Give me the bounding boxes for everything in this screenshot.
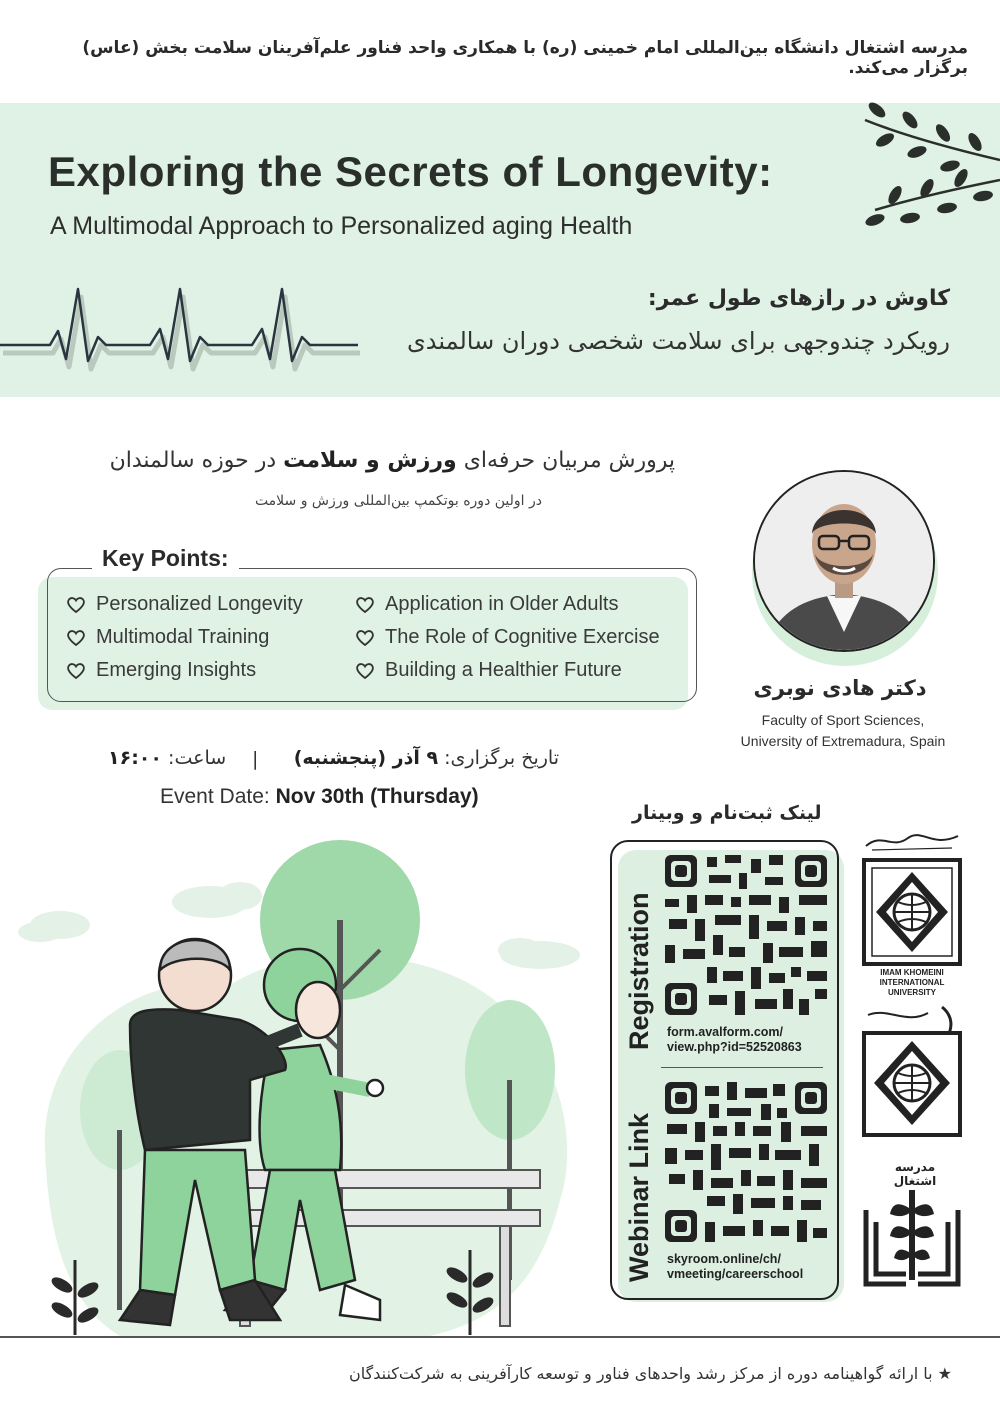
training-line [110, 448, 675, 473]
training-line-bold: ورزش و سلامت [283, 448, 457, 473]
speaker-affiliation-line1: Faculty of Sport Sciences, [761, 712, 925, 728]
key-point-text: Personalized Longevity [96, 593, 303, 615]
leaves-decoration-icon [855, 100, 1000, 250]
imam-khomeini-caption [856, 968, 968, 998]
registration-url-line2[interactable]: view.php?id=52520863 [667, 1040, 802, 1054]
event-date-persian [294, 747, 559, 769]
bootcamp-line: در اولین دوره بوتکمپ بین‌المللی ورزش و سلامت [254, 493, 542, 509]
key-point-text: Emerging Insights [96, 659, 257, 681]
registration-label: Registration [624, 892, 654, 1050]
ground-line [0, 1336, 1000, 1338]
event-time-label: ساعت: [168, 747, 227, 769]
subtitle-persian: رویکرد چندوجهی برای سلامت شخصی دوران سالمندی [406, 327, 950, 355]
registration-url[interactable] [667, 1025, 802, 1055]
key-point-item [355, 659, 622, 682]
webinar-url[interactable] [667, 1252, 803, 1282]
registration-heading: لینک ثبت‌نام و وبینار [632, 802, 822, 824]
heart-icon [355, 662, 375, 680]
card-divider [661, 1067, 823, 1068]
event-date-en-value: Nov 30th (Thursday) [275, 785, 479, 808]
imam-khomeini-university-logo-icon [862, 858, 962, 966]
event-date-label: تاریخ برگزاری: [444, 747, 559, 769]
webinar-url-line2[interactable]: vmeeting/careerschool [667, 1267, 804, 1281]
training-line-part2: در حوزه سالمندان [109, 448, 284, 473]
registration-url-line1[interactable]: form.avalform.com/ [667, 1025, 784, 1039]
joggers-illustration [0, 820, 600, 1340]
key-point-item [66, 626, 269, 649]
speaker-portrait-icon [755, 472, 933, 650]
speaker-photo [753, 470, 935, 652]
organizer-line: مدرسه اشتغال دانشگاه بین‌المللی امام خمینی (ره) با همکاری واحد فناور علم‌آفرینان سلامت بخش (عاس) برگزار می‌کند. [82, 38, 968, 78]
university-calligraphy-logo-icon [862, 828, 962, 854]
career-school-caption: مدرسه اشتغال [893, 1160, 937, 1188]
key-point-text: Multimodal Training [96, 626, 270, 648]
key-point-text: Application in Older Adults [385, 593, 619, 615]
webinar-label: Webinar Link [624, 1112, 654, 1282]
imam-khomeini-caption-line1: IMAM KHOMEINI [880, 968, 944, 977]
key-point-text: Building a Healthier Future [385, 659, 622, 681]
key-point-text: The Role of Cognitive Exercise [385, 626, 660, 648]
registration-qr-code-icon[interactable] [665, 855, 827, 1015]
title-persian: کاوش در رازهای طول عمر: [647, 286, 950, 311]
certificate-footnote: ★ با ارائه گواهینامه دوره از مرکز رشد واحدهای فناور و توسعه کارآفرینی به شرکت‌کنندگان [349, 1364, 952, 1383]
heart-icon [355, 629, 375, 647]
title-english: Exploring the Secrets of Longevity: [48, 148, 773, 195]
webinar-url-line1[interactable]: skyroom.online/ch/ [667, 1252, 781, 1266]
heart-icon [355, 596, 375, 614]
heart-icon [66, 629, 86, 647]
tech-unit-logo-icon [862, 1005, 962, 1137]
event-time-persian [108, 747, 226, 769]
key-point-item [355, 593, 618, 616]
key-points-title: Key Points: [92, 545, 239, 572]
key-point-item [355, 626, 660, 649]
key-point-item [66, 593, 303, 616]
subtitle-english: A Multimodal Approach to Personalized aging Health [50, 212, 633, 240]
speaker-name: دکتر هادی نوبری [753, 676, 927, 700]
training-line-part1: پرورش مربیان حرفه‌ای [456, 448, 675, 473]
key-point-item [66, 659, 256, 682]
event-date-value: ۹ آذر (پنجشنبه) [293, 747, 439, 769]
career-school-logo-icon [862, 1180, 962, 1290]
event-date-en-label: Event Date: [160, 785, 270, 808]
date-separator: | [252, 748, 259, 770]
heart-icon [66, 662, 86, 680]
imam-khomeini-caption-line2: INTERNATIONAL UNIVERSITY [879, 978, 945, 997]
event-time-value: ۱۶:۰۰ [108, 747, 162, 769]
event-date-english [160, 785, 479, 809]
heartbeat-line-icon [0, 285, 360, 380]
heart-icon [66, 596, 86, 614]
speaker-affiliation-line2: University of Extremadura, Spain [740, 733, 946, 749]
webinar-qr-code-icon[interactable] [665, 1082, 827, 1242]
